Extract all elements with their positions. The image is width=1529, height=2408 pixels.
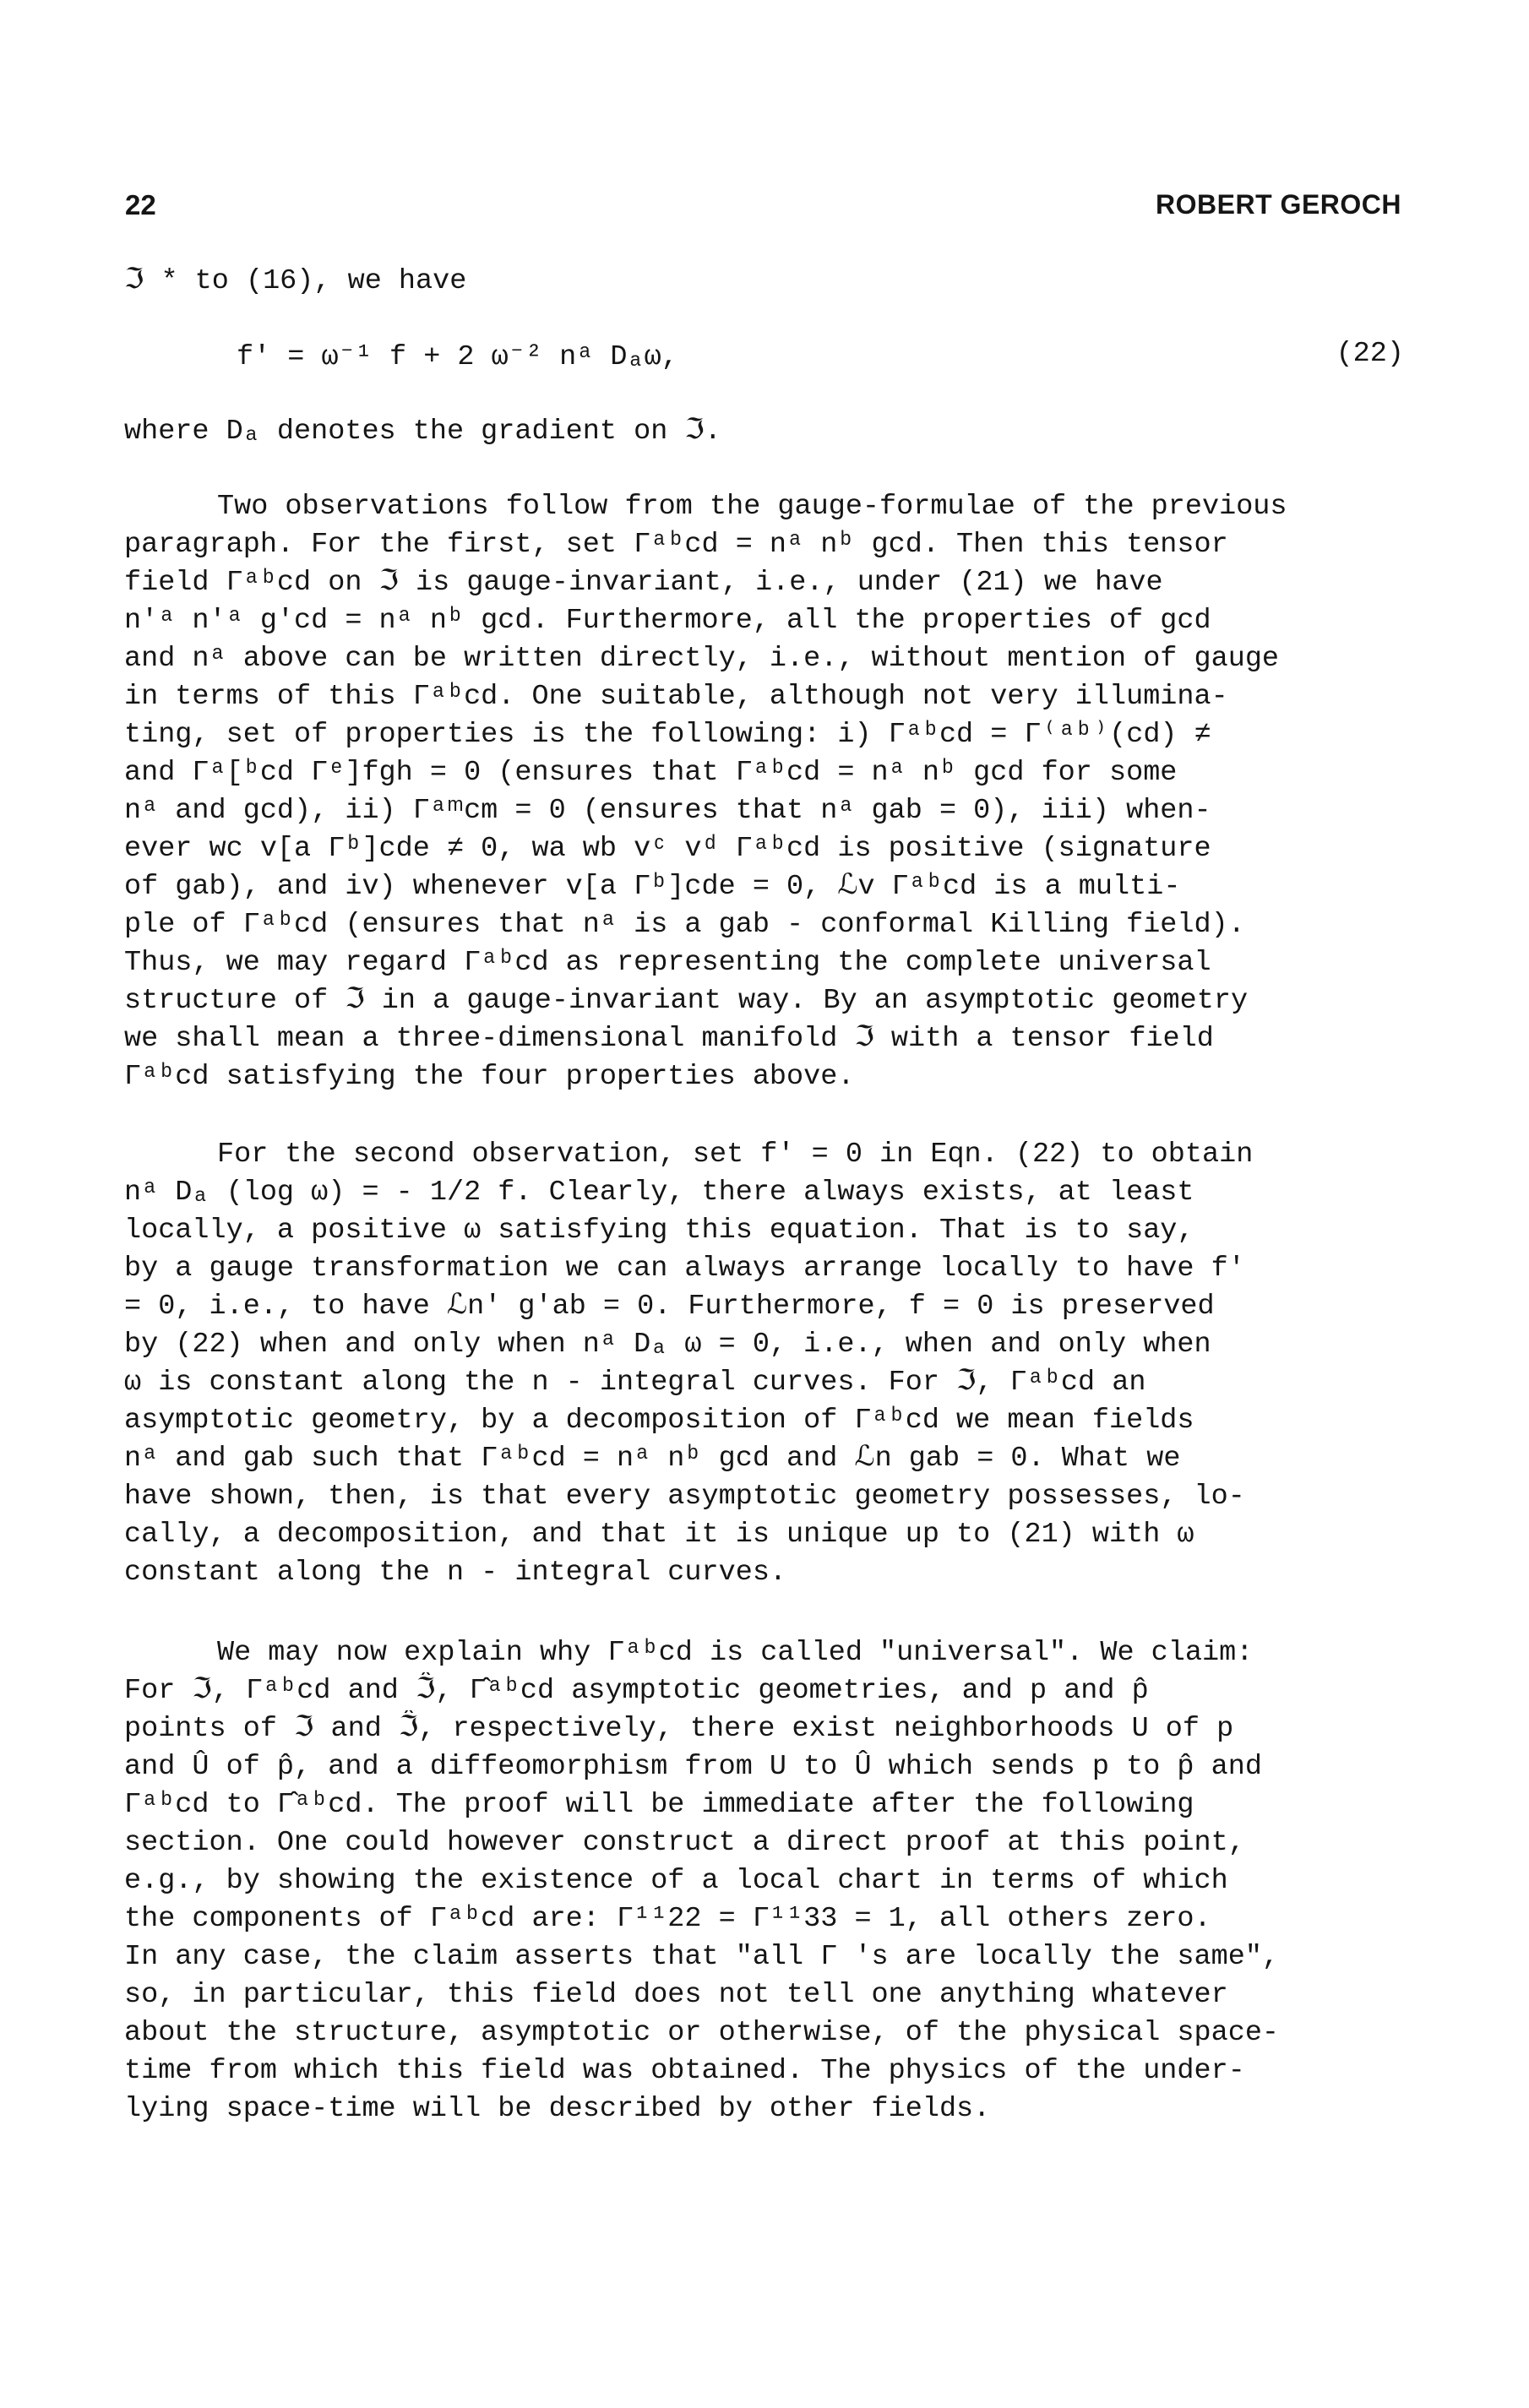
- text-line: Γᵃᵇcd to Γ̂ᵃᵇcd. The proof will be immediate after the following: [124, 1789, 1194, 1821]
- text-line: and Û of p̂, and a diffeomorphism from U to Û which sends p to p̂ and: [124, 1751, 1262, 1783]
- text-line: Γᵃᵇcd satisfying the four properties above.: [124, 1061, 855, 1093]
- text-line: In any case, the claim asserts that "all Γ 's are locally the same",: [124, 1941, 1280, 1973]
- text-line: structure of ℑ in a gauge-invariant way. By an asymptotic geometry: [124, 985, 1249, 1017]
- text-line: nᵃ and gcd), ii) Γᵃᵐcm = 0 (ensures that nᵃ gab = 0), iii) when-: [124, 795, 1211, 827]
- text-line: = 0, i.e., to have ℒn' g'ab = 0. Furthermore, f = 0 is preserved: [124, 1291, 1215, 1323]
- text-line: paragraph. For the first, set Γᵃᵇcd = nᵃ nᵇ gcd. Then this tensor: [124, 529, 1228, 561]
- text-line: by a gauge transformation we can always arrange locally to have f': [124, 1253, 1245, 1285]
- paragraph-3: [124, 1634, 1404, 2128]
- text-line: lying space-time will be described by other fields.: [124, 2093, 991, 2125]
- text-line: Two observations follow from the gauge-formulae of the previous: [217, 491, 1287, 523]
- paragraph-1: [124, 488, 1404, 1096]
- text-line: the components of Γᵃᵇcd are: Γ¹¹22 = Γ¹¹33 = 1, all others zero.: [124, 1903, 1211, 1935]
- text-line: so, in particular, this field does not tell one anything whatever: [124, 1979, 1228, 2011]
- text-line: nᵃ Dₐ (log ω) = - 1/2 f. Clearly, there always exists, at least: [124, 1177, 1194, 1209]
- text-line: ting, set of properties is the following: i) Γᵃᵇcd = Γ⁽ᵃᵇ⁾(cd) ≠: [124, 719, 1211, 751]
- text-line: asymptotic geometry, by a decomposition of Γᵃᵇcd we mean fields: [124, 1405, 1194, 1437]
- equation-number: (22): [1336, 338, 1404, 370]
- text-line: For ℑ, Γᵃᵇcd and ℑ̂, Γ̂ᵃᵇcd asymptotic geometries, and p and p̂: [124, 1675, 1149, 1707]
- text-line: about the structure, asymptotic or otherwise, of the physical space-: [124, 2017, 1280, 2049]
- text-line: time from which this field was obtained. The physics of the under-: [124, 2055, 1245, 2087]
- intro-line: [124, 263, 1404, 301]
- text-line: by (22) when and only when nᵃ Dₐ ω = 0, i.e., when and only when: [124, 1329, 1211, 1361]
- text-line: cally, a decomposition, and that it is unique up to (21) with ω: [124, 1519, 1194, 1551]
- after-equation: [124, 413, 1404, 451]
- text-line: ple of Γᵃᵇcd (ensures that nᵃ is a gab - conformal Killing field).: [124, 909, 1245, 941]
- running-head: ROBERT GEROCH: [1156, 189, 1401, 220]
- text-line: where Dₐ denotes the gradient on ℑ.: [124, 416, 721, 448]
- text-line: e.g., by showing the existence of a local chart in terms of which: [124, 1865, 1228, 1897]
- text-line: and nᵃ above can be written directly, i.e., without mention of gauge: [124, 643, 1280, 675]
- text-line: section. One could however construct a direct proof at this point,: [124, 1827, 1245, 1859]
- page-number: 22: [125, 189, 156, 220]
- text-line: field Γᵃᵇcd on ℑ is gauge-invariant, i.e., under (21) we have: [124, 567, 1163, 599]
- text-line: have shown, then, is that every asymptotic geometry possesses, lo-: [124, 1481, 1245, 1513]
- paragraph-2: [124, 1136, 1404, 1592]
- equation-22: f' = ω⁻¹ f + 2 ω⁻² nᵃ Dₐω,: [237, 341, 678, 373]
- text-line: constant along the n - integral curves.: [124, 1557, 787, 1589]
- text-line: nᵃ and gab such that Γᵃᵇcd = nᵃ nᵇ gcd and ℒn gab = 0. What we: [124, 1443, 1181, 1475]
- text-line: and Γᵃ[ᵇcd Γᵉ]fgh = 0 (ensures that Γᵃᵇcd = nᵃ nᵇ gcd for some: [124, 757, 1178, 789]
- text-line: of gab), and iv) whenever v[a Γᵇ]cde = 0, ℒv Γᵃᵇcd is a multi-: [124, 871, 1181, 903]
- text-line: Thus, we may regard Γᵃᵇcd as representing the complete universal: [124, 947, 1211, 979]
- text-line: For the second observation, set f' = 0 in Eqn. (22) to obtain: [217, 1139, 1254, 1171]
- text-line: We may now explain why Γᵃᵇcd is called "universal". We claim:: [217, 1637, 1254, 1669]
- text-line: in terms of this Γᵃᵇcd. One suitable, although not very illumina-: [124, 681, 1228, 713]
- text-line: ω is constant along the n - integral curves. For ℑ, Γᵃᵇcd an: [124, 1367, 1146, 1399]
- text-line: we shall mean a three-dimensional manifold ℑ with a tensor field: [124, 1023, 1214, 1055]
- text-line: locally, a positive ω satisfying this equation. That is to say,: [124, 1215, 1194, 1247]
- text-line: points of ℑ and ℑ̂, respectively, there exist neighborhoods U of p: [124, 1713, 1234, 1745]
- text-line: ever wc v[a Γᵇ]cde ≠ 0, wa wb vᶜ vᵈ Γᵃᵇcd is positive (signature: [124, 833, 1211, 865]
- text-line: ℑ * to (16), we have: [124, 265, 467, 297]
- text-line: n'ᵃ n'ᵃ g'cd = nᵃ nᵇ gcd. Furthermore, all the properties of gcd: [124, 605, 1211, 637]
